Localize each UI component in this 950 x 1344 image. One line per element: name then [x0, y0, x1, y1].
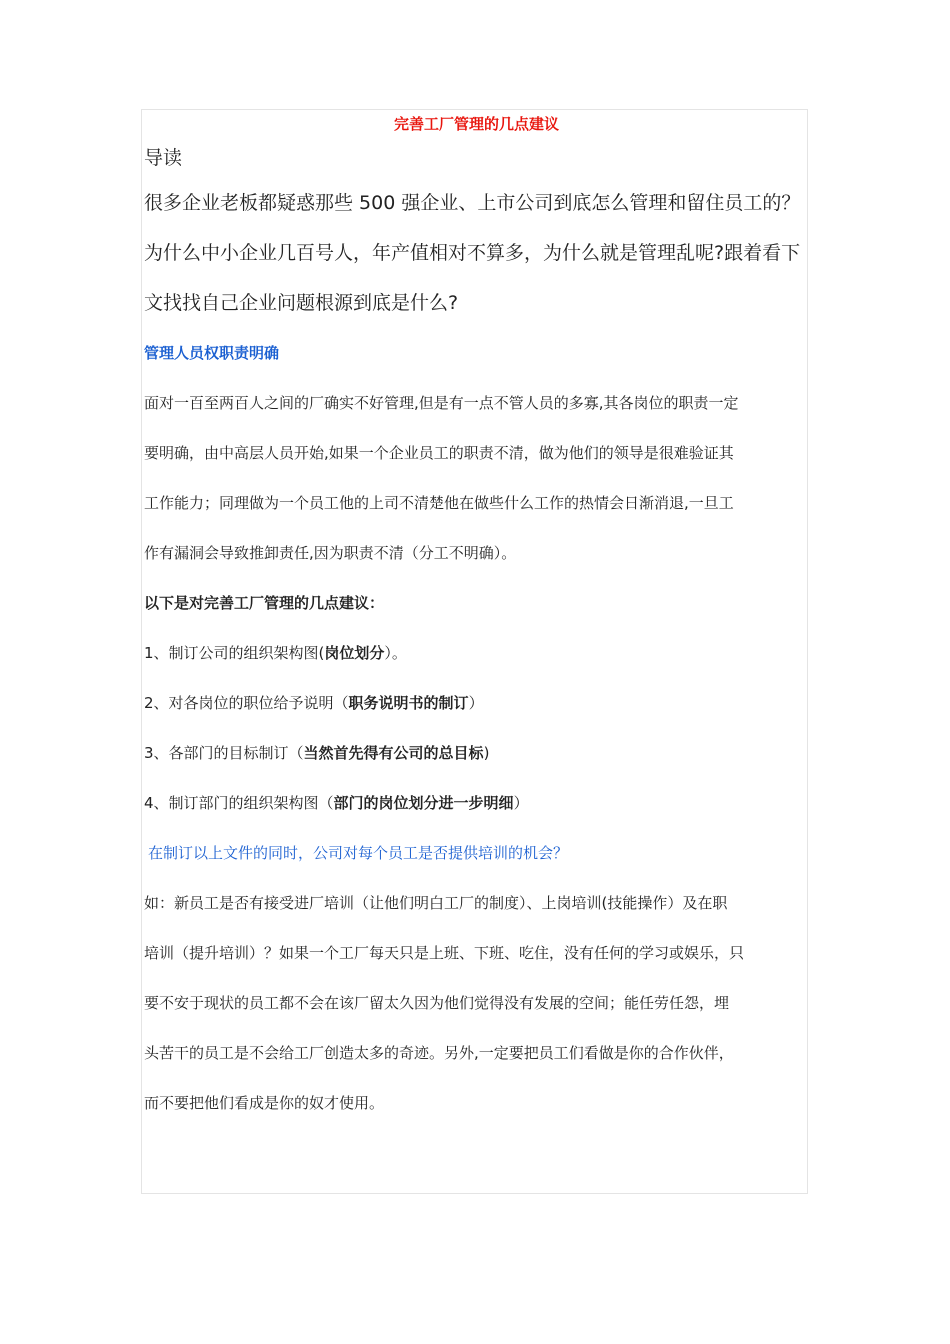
- paragraph-line: 作有漏洞会导致推卸责任,因为职责不清（分工不明确）。: [144, 544, 517, 562]
- list-item-bold: 岗位划分: [324, 644, 385, 662]
- list-item-bold: 当然首先得有公司的总目标: [303, 744, 484, 762]
- list-item-prefix: 4、制订部门的组织架构图（: [144, 794, 334, 812]
- paragraph-line: 工作能力；同理做为一个员工他的上司不清楚他在做些什么工作的热情会日渐消退,一旦工: [144, 494, 734, 512]
- paragraph-line: 头苦干的员工是不会给工厂创造太多的奇迹。另外,一定要把员工们看做是你的合作伙伴，: [144, 1044, 734, 1062]
- list-item-suffix: ）: [468, 694, 484, 712]
- list-item-bold: 部门的岗位划分进一步明细: [333, 794, 514, 812]
- list-item-prefix: 2、对各岗位的职位给予说明（: [144, 694, 349, 712]
- training-paragraph: [144, 878, 809, 1128]
- intro-line: 很多企业老板都疑惑那些 500 强企业、上市公司到底怎么管理和留住员工的？: [144, 192, 801, 214]
- responsibility-paragraph: [144, 378, 809, 578]
- intro-line: 为什么中小企业几百号人，年产值相对不算多，为什么就是管理乱呢?跟着看下: [144, 242, 801, 264]
- list-item: [144, 678, 809, 728]
- paragraph-line: 培训（提升培训）？如果一个工厂每天只是上班、下班、吃住，没有任何的学习或娱乐，只: [144, 944, 745, 962]
- training-question: 在制订以上文件的同时，公司对每个员工是否提供培训的机会？: [148, 844, 569, 862]
- list-item-suffix: ): [483, 744, 490, 762]
- paragraph-line: 要不安于现状的员工都不会在该厂留太久因为他们觉得没有发展的空间；能任劳任怨，埋: [144, 994, 730, 1012]
- suggestion-list: [144, 628, 809, 828]
- suggestions-heading: 以下是对完善工厂管理的几点建议：: [144, 594, 385, 612]
- intro-paragraph: [144, 178, 809, 328]
- paragraph-line: 面对一百至两百人之间的厂确实不好管理,但是有一点不管人员的多寡,其各岗位的职责一定: [144, 394, 739, 412]
- lead-label: 导读: [144, 147, 183, 169]
- list-item: [144, 628, 809, 678]
- paragraph-line: 如：新员工是否有接受进厂培训（让他们明白工厂的制度）、上岗培训(技能操作）及在职: [144, 894, 728, 912]
- paragraph-line: 要明确，由中高层人员开始,如果一个企业员工的职责不清，做为他们的领导是很难验证其: [144, 444, 734, 462]
- list-item-suffix: ）。: [384, 644, 407, 662]
- list-item: [144, 778, 809, 828]
- section-heading: 管理人员权职责明确: [144, 344, 280, 362]
- document-title: 完善工厂管理的几点建议: [393, 115, 559, 133]
- paragraph-line: 而不要把他们看成是你的奴才使用。: [144, 1094, 385, 1112]
- list-item: [144, 728, 809, 778]
- list-item-suffix: ）: [513, 794, 529, 812]
- list-item-bold: 职务说明书的制订: [348, 694, 469, 712]
- list-item-prefix: 1、制订公司的组织架构图(: [144, 644, 325, 662]
- intro-line: 文找找自己企业问题根源到底是什么?: [144, 292, 459, 314]
- list-item-prefix: 3、各部门的目标制订（: [144, 744, 304, 762]
- document-body: [144, 110, 809, 1128]
